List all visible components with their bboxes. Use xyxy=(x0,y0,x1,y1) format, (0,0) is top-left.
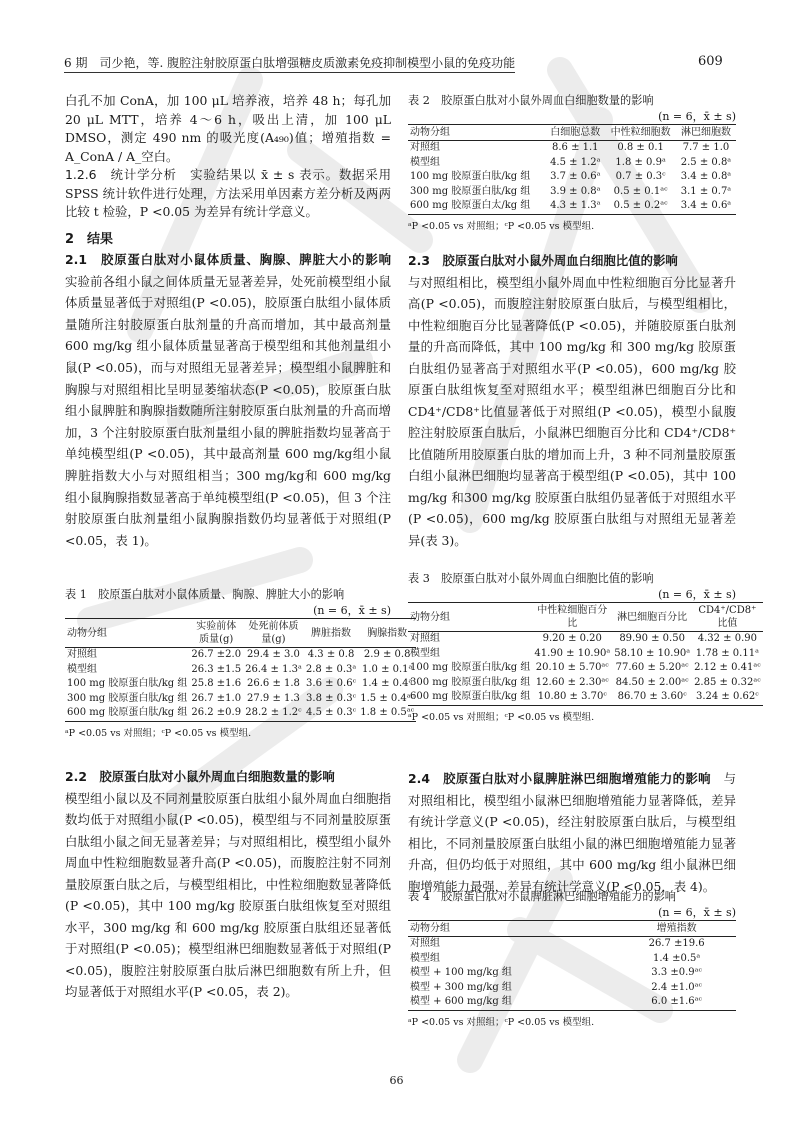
section-2-1 xyxy=(65,249,391,551)
table-cell: 4.5 ± 0.3ᶜ xyxy=(304,706,358,721)
table-note: (n = 6，x̄ ± s) xyxy=(658,588,736,601)
column-header: 脾脏指数 xyxy=(304,619,358,648)
table-cell: 29.4 ± 3.0 xyxy=(247,649,300,660)
table-title: 表 2 胶原蛋白肽对小鼠外周血白细胞数量的影响 xyxy=(408,94,654,107)
table-row xyxy=(408,966,736,981)
table-cell: 1.8 ± 0.9ᵃ xyxy=(615,156,666,168)
table-2-block xyxy=(408,92,736,232)
table-cell: 0.7 ± 0.3ᶜ xyxy=(615,171,666,182)
table-row xyxy=(65,706,416,721)
running-header: 6 期 司少艳，等. 腹腔注射胶原蛋白肽增强糖皮质激素免疫抑制模型小鼠的免疫功能 xyxy=(64,54,515,73)
table-1-block xyxy=(65,586,415,739)
table-cell: 26.7 ±1.0 xyxy=(191,692,242,704)
table-title: 表 3 胶原蛋白肽对小鼠外周血白细胞比值的影响 xyxy=(408,572,654,585)
stat-text: 实验结果以 x̄ ± s 表示。数据采用 SPSS 统计软件进行处理，方法采用单因素方差分析及两两比较 t 检验，P <0.05 为差异有统计学意义。 xyxy=(65,167,392,219)
table-cell: 12.60 ± 2.30ᵃᶜ xyxy=(535,676,609,688)
section-2-4 xyxy=(408,768,736,897)
method-text: 白孔不加 ConA，加 100 μL 培养液，培养 48 h；每孔加 20 μL MTT，培养 4～6 h，吸出上清，加 100 μL DMSO，测定 490 nm 的吸光度(A₄₉₀)值；增殖指数 = A_ConA / A_空白。 xyxy=(65,93,391,164)
table-cell: 2.8 ± 0.3ᵃ xyxy=(305,663,357,675)
s22-text: 模型组小鼠以及不同剂量胶原蛋白肽组小鼠外周血白细胞指数均低于对照组小鼠(P <0.05)，模型组与不同剂量胶原蛋白肽组小鼠之间无显著差异；与对照组相比，模型组小鼠外周血中性粒细胞数显著升高(P <0.05)，而腹腔注射不同剂量胶原蛋白肽之后，与模型组相比，中性粒细胞数显著降低(P <0.05)，其中 100 mg/kg 胶原蛋白肽组恢复至对照组水平，300 mg/kg 和 600 mg/kg 胶原蛋白肽组还显著低于对照组(P <0.05)；模型组淋巴细胞数显著低于对照组(P <0.05)，腹腔注射胶原蛋白肽后淋巴细胞数有所上升，但均显著低于对照组水平(P <0.05，表 2)。 xyxy=(65,790,391,999)
table-cell: 3.3 ±0.9ᵃᶜ xyxy=(651,967,702,978)
table-cell: 8.6 ± 1.1 xyxy=(552,142,599,153)
table-cell: 0.8 ± 0.1 xyxy=(617,142,664,153)
method-paragraph xyxy=(65,92,391,222)
table-note: (n = 6，x̄ ± s) xyxy=(658,110,736,123)
data-table xyxy=(408,124,736,215)
table-row xyxy=(408,676,763,691)
table-3-block xyxy=(408,570,761,723)
table-cell: 84.50 ± 2.00ᵃᶜ xyxy=(615,676,689,688)
table-cell: 41.90 ± 10.90ᵃ xyxy=(534,647,611,659)
table-cell: 2.9 ± 0.8 xyxy=(363,649,411,660)
stat-heading: 1.2.6 统计学分析 xyxy=(65,167,177,182)
table-footnote: ᵃP <0.05 vs 对照组；ᶜP <0.05 vs 模型组. xyxy=(65,727,252,739)
table-cell: 4.5 ± 1.2ᵃ xyxy=(550,156,601,168)
column-header: 中性粒细胞百分比 xyxy=(532,603,612,632)
s24-heading: 2.4 胶原蛋白肽对小鼠脾脏淋巴细胞增殖能力的影响 xyxy=(408,771,711,786)
table-cell: 77.60 ± 5.20ᵃᶜ xyxy=(615,662,689,673)
page-footer: 66 xyxy=(389,1074,404,1087)
table-cell: 26.7 ±19.6 xyxy=(648,938,705,949)
column-header: 实验前体质量(g) xyxy=(189,619,243,648)
table-cell: 7.7 ± 1.0 xyxy=(682,142,730,153)
table-cell: 26.7 ±2.0 xyxy=(191,649,242,660)
table-cell: 0.5 ± 0.1ᵃᶜ xyxy=(613,185,668,197)
table-cell: 26.6 ± 1.8 xyxy=(247,678,300,689)
row-label: 300 mg 胶原蛋白肽/kg 组 xyxy=(67,692,188,704)
table-cell: 1.0 ± 0.1ᵃ xyxy=(361,663,413,675)
row-label: 模型组 xyxy=(67,663,97,675)
row-label: 300 mg 胶原蛋白肽/kg 组 xyxy=(410,185,531,197)
table-row xyxy=(408,647,763,662)
row-label: 对照组 xyxy=(410,938,440,949)
s24-text: 与对照组相比，模型组小鼠淋巴细胞增殖能力显著降低，差异有统计学意义(P <0.05)，经注射胶原蛋白肽后，与模型组相比，不同剂量胶原蛋白肽组小鼠的淋巴细胞增殖能力显著升高，但仍均低于对照组，其中 600 mg/kg 组小鼠淋巴细胞增殖能力最强，差异有统计学意义(P <0.05，表 4)。 xyxy=(408,771,737,894)
row-label: 模型组 xyxy=(410,647,440,659)
table-cell: 2.5 ± 0.8ᵃ xyxy=(680,156,732,168)
row-label: 600 mg 胶原蛋白太/kg 组 xyxy=(408,199,545,214)
column-header: CD4⁺/CD8⁺比值 xyxy=(692,603,763,632)
table-cell: 1.8 ± 0.5ᵃᶜ xyxy=(358,706,416,721)
table-cell: 6.0 ±1.6ᵃᶜ xyxy=(617,995,736,1010)
table-footnote: ᵃP <0.05 vs 对照组；ᶜP <0.05 vs 模型组. xyxy=(408,711,595,723)
table-cell: 58.10 ± 10.90ᵃ xyxy=(614,647,691,659)
row-label: 对照组 xyxy=(410,633,440,644)
table-cell: 26.4 ± 1.3ᵃ xyxy=(245,663,302,675)
row-label: 对照组 xyxy=(67,649,97,660)
data-table xyxy=(408,920,736,1011)
column-header: 淋巴细胞百分比 xyxy=(612,603,692,632)
table-row xyxy=(408,952,736,967)
column-header: 中性粒细胞数 xyxy=(605,125,676,141)
table-cell: 3.8 ± 0.3ᶜ xyxy=(306,692,357,704)
table-row xyxy=(408,632,763,647)
table-row xyxy=(408,170,736,185)
table-row xyxy=(408,995,736,1010)
table-cell: 4.32 ± 0.90 xyxy=(697,633,757,644)
table-cell: 28.2 ± 1.2ᶜ xyxy=(243,706,304,721)
table-header-row xyxy=(408,125,736,141)
row-label: 模型组 xyxy=(410,952,440,964)
table-row xyxy=(65,692,416,707)
s22-heading: 2.2 胶原蛋白肽对小鼠外周血白细胞数量的影响 xyxy=(65,769,335,784)
table-cell: 20.10 ± 5.70ᵃᶜ xyxy=(535,662,609,673)
column-header: 动物分组 xyxy=(65,619,189,648)
table-cell: 26.3 ±1.5 xyxy=(191,663,242,675)
table-cell: 89.90 ± 0.50 xyxy=(619,633,685,644)
row-label: 100 mg 胶原蛋白肽/kg 组 xyxy=(410,171,531,182)
table-cell: 10.80 ± 3.70ᶜ xyxy=(532,690,612,705)
row-label: 模型组 xyxy=(410,156,440,168)
row-label: 300 mg 胶原蛋白肽/kg 组 xyxy=(410,676,531,688)
section-2-2 xyxy=(65,766,391,1003)
table-title: 表 1 胶原蛋白肽对小鼠体质量、胸腺、脾脏大小的影响 xyxy=(65,588,345,601)
table-cell: 1.4 ± 0.4ᵃ xyxy=(361,678,413,689)
s23-heading: 2.3 胶原蛋白肽对小鼠外周血白细胞比值的影响 xyxy=(408,253,678,268)
s23-text: 与对照组相比，模型组小鼠外周血中性粒细胞百分比显著升高(P <0.05)，而腹腔注射胶原蛋白肽后，与模型组相比，中性粒细胞百分比显著降低(P <0.05)，并随胶原蛋白肽剂量的升高而降低，其中 100 mg/kg 和 300 mg/kg 胶原蛋白肽组仍显著高于对照组水平(P <0.05)，600 mg/kg 胶原蛋白肽组恢复至对照组水平；模型组淋巴细胞百分比和 CD4⁺/CD8⁺比值显著低于对照组(P <0.05)，模型小鼠腹腔注射胶原蛋白肽后，小鼠淋巴细胞百分比和 CD4⁺/CD8⁺比值随所用胶原蛋白肽的增加而上升，3 种不同剂量胶原蛋白组小鼠淋巴细胞均显著高于模型组(P <0.05)，其中 100 mg/kg 和300 mg/kg 胶原蛋白肽组仍显著低于对照组水平(P <0.05)，600 mg/kg 胶原蛋白肽组与对照组无显著差异(表 3)。 xyxy=(408,274,736,548)
table-cell: 4.3 ± 1.3ᵃ xyxy=(545,199,605,214)
data-table xyxy=(408,602,763,706)
s21-text: 实验前各组小鼠之间体质量无显著差异，处死前模型组小鼠体质量显著低于对照组(P <0.05)，胶原蛋白肽组小鼠体质量随所注射胶原蛋白肽剂量的升高而增加，其中最高剂量600 mg/kg 组小鼠体质量显著高于模型组和其他剂量组小鼠(P <0.05)，而与对照组无显著差异；模型组小鼠脾脏和胸腺与对照组相比呈明显萎缩状态(P <0.05)，胶原蛋白肽组小鼠脾脏和胸腺指数随所注射胶原蛋白肽剂量的升高而增加，3 个注射胶原蛋白肽剂量组小鼠的脾脏指数均显著高于单纯模型组(P <0.05)，其中最高剂量 600 mg/kg组小鼠脾脏指数大小与对照组相当；300 mg/kg和 600 mg/kg 组小鼠胸腺指数显著高于单纯模型组(P <0.05)，但 3 个注射胶原蛋白肽剂量组小鼠胸腺指数仍均显著低于对照组(P <0.05，表 1)。 xyxy=(65,273,391,548)
table-footnote: ᵃP <0.05 vs 对照组；ᶜP <0.05 vs 模型组. xyxy=(408,1016,595,1028)
table-row xyxy=(408,141,736,156)
row-label: 模型 + 300 mg/kg 组 xyxy=(410,981,512,993)
table-cell: 27.9 ± 1.3 xyxy=(247,692,300,704)
table-footnote: ᵃP <0.05 vs 对照组；ᶜP <0.05 vs 模型组. xyxy=(408,220,595,232)
s21-heading: 2.1 胶原蛋白肽对小鼠体质量、胸腺、脾脏大小的影响 xyxy=(65,252,391,267)
table-row xyxy=(408,199,736,214)
row-label: 模型 + 600 mg/kg 组 xyxy=(408,995,617,1010)
table-cell: 25.8 ±1.6 xyxy=(191,678,242,689)
column-header: 处死前体质量(g) xyxy=(243,619,304,648)
table-row xyxy=(65,677,416,692)
table-cell: 3.9 ± 0.8ᵃ xyxy=(550,185,601,197)
table-row xyxy=(408,690,763,705)
table-cell: 86.70 ± 3.60ᶜ xyxy=(612,690,692,705)
table-row xyxy=(408,661,763,676)
column-header: 胸腺指数 xyxy=(358,619,416,648)
table-note: (n = 6，x̄ ± s) xyxy=(313,604,391,617)
table-cell: 3.4 ± 0.6ᵃ xyxy=(676,199,736,214)
page-number: 609 xyxy=(698,54,723,69)
table-cell: 3.24 ± 0.62ᶜ xyxy=(692,690,763,705)
column-header: 动物分组 xyxy=(408,921,617,937)
table-cell: 4.3 ± 0.8 xyxy=(307,649,355,660)
table-cell: 0.5 ± 0.2ᵃᶜ xyxy=(605,199,676,214)
column-header: 动物分组 xyxy=(408,603,532,632)
table-note: (n = 6，x̄ ± s) xyxy=(658,906,736,919)
table-row xyxy=(408,937,736,952)
column-header: 淋巴细胞数 xyxy=(676,125,736,141)
row-label: 100 mg 胶原蛋白肽/kg 组 xyxy=(410,662,531,673)
table-row xyxy=(408,981,736,996)
row-label: 600 mg 胶原蛋白肽/kg 组 xyxy=(65,706,189,721)
table-header-row xyxy=(408,921,736,937)
row-label: 模型 + 100 mg/kg 组 xyxy=(410,967,512,978)
row-label: 600 mg 胶原蛋白肽/kg 组 xyxy=(408,690,532,705)
table-row xyxy=(65,648,416,663)
table-cell: 1.78 ± 0.11ᵃ xyxy=(695,647,759,659)
data-table xyxy=(65,618,416,722)
table-row xyxy=(408,156,736,171)
table-row xyxy=(408,185,736,200)
table-cell: 3.4 ± 0.8ᵃ xyxy=(680,171,732,182)
section-2-3 xyxy=(408,250,736,551)
table-header-row xyxy=(408,603,763,632)
table-title: 表 4 胶原蛋白肽对小鼠脾脏淋巴细胞增殖能力的影响 xyxy=(408,890,676,903)
table-cell: 3.1 ± 0.7ᵃ xyxy=(680,185,732,197)
table-4-block xyxy=(408,888,736,1028)
results-heading: 2 结果 xyxy=(65,232,114,247)
row-label: 100 mg 胶原蛋白肽/kg 组 xyxy=(67,678,188,689)
column-header: 增殖指数 xyxy=(617,921,736,937)
table-cell: 3.6 ± 0.6ᶜ xyxy=(306,678,357,689)
table-row xyxy=(65,663,416,678)
column-header: 白细胞总数 xyxy=(545,125,605,141)
column-header: 动物分组 xyxy=(408,125,545,141)
table-cell: 1.5 ± 0.4ᵃᶜ xyxy=(360,692,415,704)
row-label: 对照组 xyxy=(410,142,440,153)
table-cell: 3.7 ± 0.6ᵃ xyxy=(550,171,601,182)
table-cell: 1.4 ±0.5ᵃ xyxy=(653,952,701,964)
table-cell: 2.4 ±1.0ᵃᶜ xyxy=(651,981,702,993)
table-cell: 26.2 ±0.9 xyxy=(189,706,243,721)
table-cell: 2.12 ± 0.41ᵃᶜ xyxy=(694,662,761,673)
table-header-row xyxy=(65,619,416,648)
table-cell: 9.20 ± 0.20 xyxy=(542,633,602,644)
table-cell: 2.85 ± 0.32ᵃᶜ xyxy=(694,676,761,688)
